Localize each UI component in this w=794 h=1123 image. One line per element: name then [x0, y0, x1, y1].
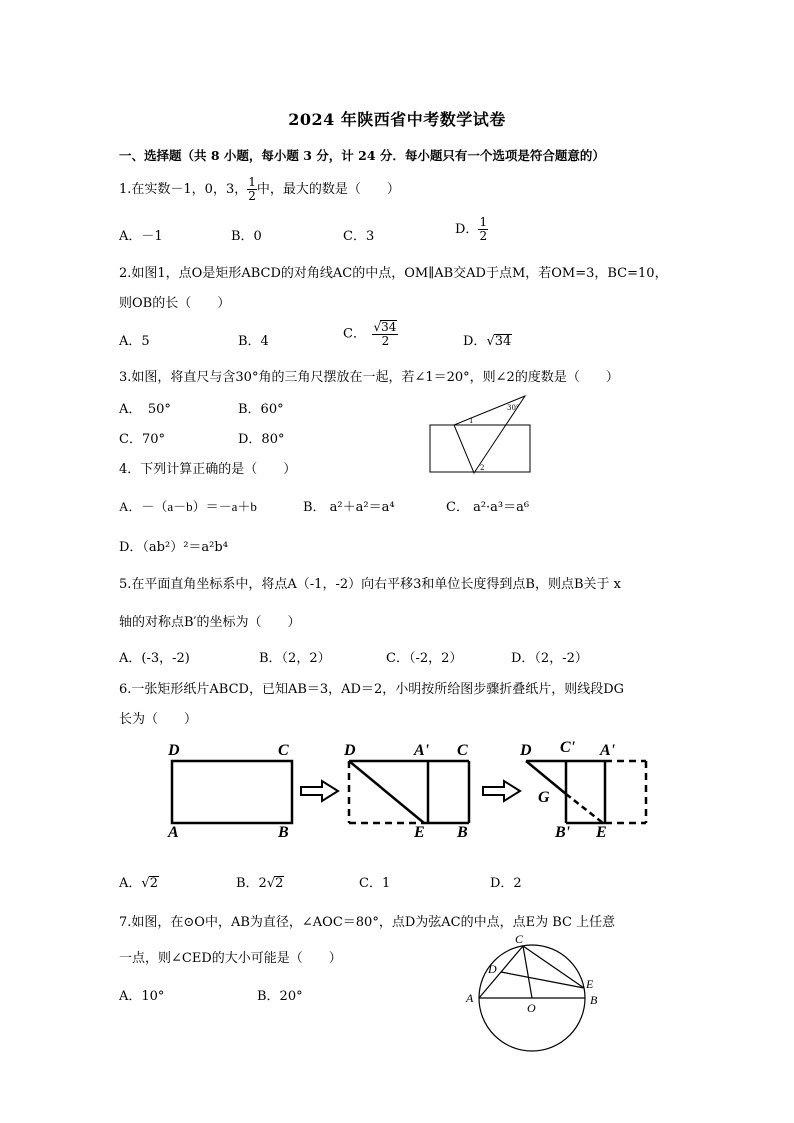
label-d: D [488, 962, 497, 976]
q5-option-d[interactable]: D．（2，-2） [511, 651, 588, 666]
question-7-line2: 一点，则∠CED的大小可能是（ ） [119, 951, 342, 966]
angle-2-label: 2 [480, 464, 485, 472]
label-o: O [527, 1001, 536, 1015]
question-3-stem: 3.如图，将直尺与含30°角的三角尺摆放在一起，若∠1＝20°，则∠2的度数是（ ） [119, 370, 619, 385]
q6-option-d[interactable]: D．2 [490, 876, 522, 891]
q5-option-b[interactable]: B．（2，2） [259, 651, 331, 666]
q2-option-a[interactable]: A．5 [119, 334, 150, 349]
label-c-prime: C' [560, 739, 576, 756]
question-2-line2: 则OB的长（ ） [119, 296, 231, 311]
label-b: B [590, 993, 598, 1007]
label-d2: D [344, 742, 356, 759]
angle-30-label: 30° [507, 404, 520, 412]
q6-folding-figure [160, 735, 660, 845]
q6-option-c[interactable]: C．1 [359, 876, 391, 891]
q2-option-c[interactable]: C． $\frac{√34}{2}$ [343, 320, 397, 348]
q1-option-c[interactable]: C．3 [343, 229, 375, 244]
q1-option-d[interactable]: D． $\frac{1}{2}$ [455, 215, 488, 243]
q5-option-a[interactable]: A．(-3，-2) [119, 651, 190, 666]
q7-option-b[interactable]: B．20° [257, 989, 303, 1004]
q7-circle-figure [460, 930, 610, 1060]
label-a: A [168, 824, 179, 841]
q7-option-a[interactable]: A．10° [119, 989, 165, 1004]
question-2-line1: 2.如图1，点O是矩形ABCD的对角线AC的中点，OM∥AB交AD于点M，若OM=3，BC=10， [119, 266, 668, 281]
label-e2: E [414, 824, 425, 841]
rectangle-abcd [172, 761, 292, 823]
question-6-line2: 长为（ ） [119, 712, 198, 727]
q3-option-c[interactable]: C．70° [119, 432, 165, 447]
label-e3: E [596, 824, 607, 841]
label-c: C [515, 932, 524, 946]
q6-option-a[interactable]: A．√2 [119, 876, 158, 891]
label-c: C [278, 742, 289, 759]
q4-option-d[interactable]: D．（ab²）²＝a²b⁴ [119, 540, 228, 555]
arrow-right-icon [301, 781, 338, 801]
label-b: B [278, 824, 289, 841]
question-5-line1: 5.在平面直角坐标系中，将点A（-1，-2）向右平移3和单位长度得到点B，则点B关于 x [119, 577, 621, 592]
question-7-line1: 7.如图，在⊙O中，AB为直径，∠AOC＝80°，点D为弦AC的中点，点E为 BC 上任意 [119, 915, 616, 930]
label-b-prime: B' [555, 824, 571, 841]
label-c2: C [457, 742, 468, 759]
q4-option-c[interactable]: C． a²·a³＝a⁶ [446, 500, 530, 515]
q3-option-b[interactable]: B．60° [238, 402, 284, 417]
q2-option-d[interactable]: D．√34 [463, 334, 512, 349]
q4-option-a[interactable]: A．－（a－b）＝－a＋b [119, 499, 257, 514]
label-d3: D [520, 742, 532, 759]
label-e: E [586, 977, 594, 991]
q6-option-b[interactable]: B．2√2 [236, 876, 284, 891]
q5-option-c[interactable]: C．（-2，2） [386, 651, 463, 666]
q1-option-b[interactable]: B．0 [231, 229, 262, 244]
label-d: D [168, 742, 180, 759]
arrow-right-icon [483, 781, 520, 801]
q1-option-a[interactable]: A．－1 [119, 229, 163, 244]
page-title: 2024 年陕西省中考数学试卷 [288, 110, 506, 129]
q3-option-a[interactable]: A． 50° [119, 402, 171, 417]
radius-oc [523, 946, 532, 998]
label-b2: B [457, 824, 468, 841]
question-6-line1: 6.一张矩形纸片ABCD，已知AB＝3，AD＝2，小明按所给图步骤折叠纸片，则线段DG [119, 682, 625, 697]
q4-option-b[interactable]: B． a²＋a²＝a⁴ [303, 500, 395, 515]
question-1-stem: 1.在实数－1，0，3， $\frac{1}{2}$ 中，最大的数是（ ） [119, 175, 400, 203]
angle-1-label: 1 [469, 417, 474, 425]
q2-option-b[interactable]: B．4 [238, 334, 269, 349]
label-a-prime: A' [414, 742, 430, 759]
question-4-stem: 4．下列计算正确的是（ ） [119, 462, 297, 477]
q3-figure-ruler-triangle [425, 393, 535, 477]
question-5-line2: 轴的对称点B′的坐标为（ ） [119, 615, 301, 630]
label-g: G [538, 789, 550, 806]
label-a-prime-3: A' [600, 742, 616, 759]
section-heading: 一、选择题（共 8 小题，每小题 3 分，计 24 分．每小题只有一个选项是符合题意的） [119, 148, 605, 163]
label-a: A [466, 991, 474, 1005]
q3-option-d[interactable]: D．80° [238, 432, 285, 447]
